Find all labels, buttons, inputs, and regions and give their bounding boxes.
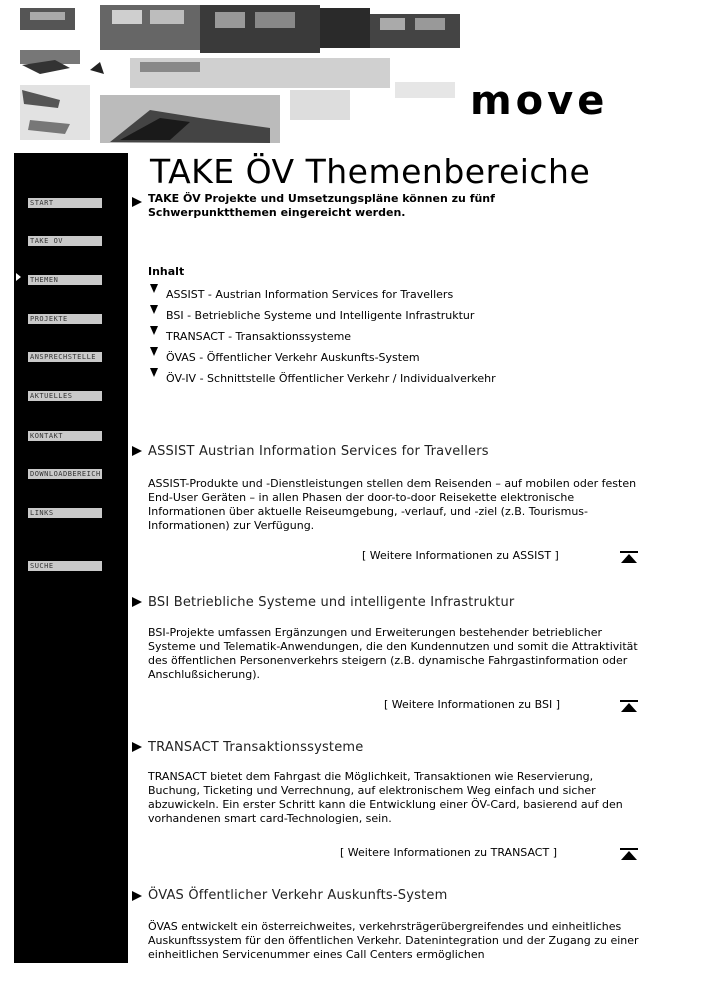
sidebar-item-ansprechstelle[interactable]: ANSPRECHSTELLE [28, 352, 102, 362]
section-body-assist: ASSIST-Produkte und -Dienstleistungen stellen dem Reisenden – auf mobilen oder festen End-User Geräten – in allen Phasen der door-to-door Reisekette elektronische Informationen über aktuelle Reiseumgebung, -verlauf, und -ziel (z.B. Tourismus-Informationen) zur Verfügung. [148, 477, 637, 532]
intro-text: TAKE ÖV Projekte und Umsetzungspläne können zu fünf Schwerpunktthemen eingereicht werden. [148, 192, 495, 219]
toc-arrow-icon [150, 284, 158, 293]
section-body-transact: TRANSACT bietet dem Fahrgast die Möglichkeit, Transaktionen wie Reservierung, Buchung, Ticketing und Verrechnung, auf elektronischem Weg einfach und sicher abzuwickeln. Ein erster Schritt kann die Entwicklung einer ÖV-Card, basierend auf den vorhandenen smart card-Technologien, sein. [148, 770, 623, 825]
toc-arrow-icon [150, 326, 158, 335]
back-to-top-icon[interactable] [620, 700, 638, 712]
section-arrow-icon [132, 742, 142, 752]
more-info-link-transact[interactable]: [ Weitere Informationen zu TRANSACT ] [340, 846, 557, 859]
sidebar-item-aktuelles[interactable]: AKTUELLES [28, 391, 102, 401]
section-body-ovas: ÖVAS entwickelt ein österreichweites, verkehrsträgerübergreifendes und einheitliches Auskunftssystem für den öffentlichen Verkehr. Datenintegration und der Zugang zu einer einheitlichen Servicenummer eines Call Centers ermöglichen [148, 920, 639, 961]
toc-link-ovas[interactable]: ÖVAS - Öffentlicher Verkehr Auskunfts-System [166, 351, 420, 364]
toc-arrow-icon [150, 305, 158, 314]
section-title-ovas: ÖVAS Öffentlicher Verkehr Auskunfts-System [148, 888, 448, 903]
sidebar-item-kontakt[interactable]: KONTAKT [28, 431, 102, 441]
more-info-link-assist[interactable]: [ Weitere Informationen zu ASSIST ] [362, 549, 559, 562]
section-arrow-icon [132, 597, 142, 607]
section-body-bsi: BSI-Projekte umfassen Ergänzungen und Erweiterungen bestehender betrieblicher Systeme und Telematik-Anwendungen, die den Kundennutzen und somit die Attraktivität des öffentlichen Personenverkehrs steigern (z.B. dynamische Fahrgastinformation oder Anschlußsicherung). [148, 626, 638, 681]
more-info-link-bsi[interactable]: [ Weitere Informationen zu BSI ] [384, 698, 560, 711]
sidebar-item-suche[interactable]: SUCHE [28, 561, 102, 571]
toc-heading: Inhalt [148, 265, 185, 278]
sidebar-item-take-ov[interactable]: TAKE OV [28, 236, 102, 246]
toc-arrow-icon [150, 347, 158, 356]
sidebar-item-projekte[interactable]: PROJEKTE [28, 314, 102, 324]
sidebar-item-downloadbereich[interactable]: DOWNLOADBEREICH [30, 470, 101, 478]
sidebar-item-start[interactable]: START [28, 198, 102, 208]
section-title-transact: TRANSACT Transaktionssysteme [148, 740, 364, 755]
brand-wordmark: move [470, 78, 609, 124]
toc-link-assist[interactable]: ASSIST - Austrian Information Services for Travellers [166, 288, 454, 301]
back-to-top-icon[interactable] [620, 848, 638, 860]
sidebar-item-themen[interactable]: THEMEN [28, 275, 102, 285]
back-to-top-icon[interactable] [620, 551, 638, 563]
toc-link-ov-iv[interactable]: ÖV-IV - Schnittstelle Öffentlicher Verkehr / Individualverkehr [166, 372, 496, 385]
section-arrow-icon [132, 446, 142, 456]
sidebar-nav [14, 153, 128, 963]
section-arrow-icon [132, 891, 142, 901]
sidebar-item-links[interactable]: LINKS [28, 508, 102, 518]
toc-arrow-icon [150, 368, 158, 377]
toc-link-transact[interactable]: TRANSACT - Transaktionssysteme [166, 330, 352, 343]
page-title: TAKE ÖV Themenbereiche [150, 152, 591, 191]
banner-collage-image [0, 0, 712, 148]
current-page-arrow-icon [16, 273, 21, 281]
section-title-assist: ASSIST Austrian Information Services for Travellers [148, 444, 489, 459]
bullet-arrow-icon [132, 197, 142, 207]
header-banner [0, 0, 712, 148]
toc-link-bsi[interactable]: BSI - Betriebliche Systeme und Intelligente Infrastruktur [166, 309, 475, 322]
section-title-bsi: BSI Betriebliche Systeme und intelligente Infrastruktur [148, 595, 515, 610]
